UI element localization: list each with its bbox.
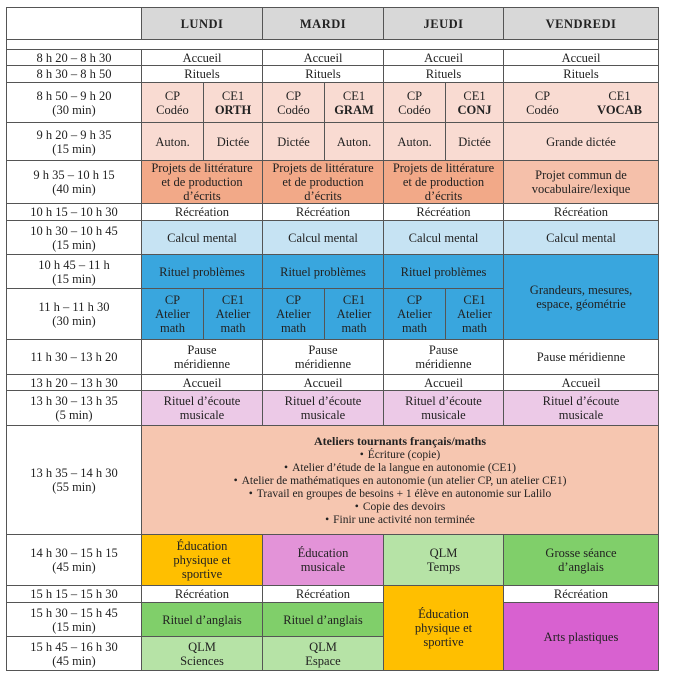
ce1-atelier-math-cell: CE1 Atelier math xyxy=(325,289,384,340)
rituel-ecoute-cell: Rituel d’écoute musicale xyxy=(263,391,384,426)
auton-cell: Auton. xyxy=(142,123,204,161)
time-label: 9 h 35 – 10 h 15 (40 min) xyxy=(7,161,142,204)
calcul-mental-cell: Calcul mental xyxy=(142,221,263,255)
time-label: 10 h 15 – 10 h 30 xyxy=(7,204,142,221)
rituels-cell: Rituels xyxy=(263,66,384,83)
accueil-cell: Accueil xyxy=(142,50,263,66)
accueil-cell: Accueil xyxy=(263,375,384,391)
accueil-cell: Accueil xyxy=(142,375,263,391)
calcul-mental-cell: Calcul mental xyxy=(263,221,384,255)
ce1-gram-cell: CE1 GRAM xyxy=(325,83,384,123)
time-label: 13 h 30 – 13 h 35 (5 min) xyxy=(7,391,142,426)
accueil-cell: Accueil xyxy=(384,375,504,391)
eps-cell: Éducation physique et sportive xyxy=(384,586,504,671)
pause-meridienne-cell: Pause méridienne xyxy=(263,340,384,375)
recreation-cell: Récréation xyxy=(263,586,384,603)
time-label: 15 h 15 – 15 h 30 xyxy=(7,586,142,603)
cp-atelier-math-cell: CP Atelier math xyxy=(263,289,325,340)
time-label: 10 h 30 – 10 h 45 (15 min) xyxy=(7,221,142,255)
ateliers-list-item: • Finir une activité non terminée xyxy=(143,514,657,527)
grande-dictee-cell: Grande dictée xyxy=(504,123,659,161)
ce1-vocab-block: CE1 VOCAB xyxy=(597,88,642,117)
ce1-atelier-math-cell: CE1 Atelier math xyxy=(204,289,263,340)
arts-plastiques-cell: Arts plastiques xyxy=(504,603,659,671)
ateliers-list xyxy=(143,449,657,527)
cp-codeo-block: CP Codéo xyxy=(526,88,559,117)
ce1-conj-cell: CE1 CONJ xyxy=(446,83,504,123)
rituel-problemes-cell: Rituel problèmes xyxy=(142,255,263,289)
anglais-cell: Grosse séance d’anglais xyxy=(504,535,659,586)
cp-atelier-math-cell: CP Atelier math xyxy=(384,289,446,340)
time-label: 11 h – 11 h 30 (30 min) xyxy=(7,289,142,340)
time-label: 15 h 45 – 16 h 30 (45 min) xyxy=(7,637,142,671)
day-header-vendredi: VENDREDI xyxy=(504,8,659,40)
ateliers-list-item: • Atelier de mathématiques en autonomie (un atelier CP, un atelier CE1) xyxy=(143,475,657,488)
accueil-cell: Accueil xyxy=(504,50,659,66)
cp-codeo-cell: CP Codéo xyxy=(384,83,446,123)
time-label: 8 h 30 – 8 h 50 xyxy=(7,66,142,83)
pause-meridienne-cell: Pause méridienne xyxy=(142,340,263,375)
rituel-anglais-cell: Rituel d’anglais xyxy=(263,603,384,637)
ateliers-title: Ateliers tournants français/maths xyxy=(314,433,486,448)
day-header-mardi: MARDI xyxy=(263,8,384,40)
projets-litterature-cell: Projets de littérature et de production d’écrits xyxy=(384,161,504,204)
spacer-row xyxy=(7,40,659,50)
qlm-espace-cell: QLM Espace xyxy=(263,637,384,671)
ateliers-list-item: • Écriture (copie) xyxy=(143,449,657,462)
cp-codeo-cell: CP Codéo xyxy=(142,83,204,123)
time-label: 14 h 30 – 15 h 15 (45 min) xyxy=(7,535,142,586)
accueil-cell: Accueil xyxy=(263,50,384,66)
time-label: 15 h 30 – 15 h 45 (15 min) xyxy=(7,603,142,637)
dictee-cell: Dictée xyxy=(263,123,325,161)
time-label: 13 h 20 – 13 h 30 xyxy=(7,375,142,391)
rituel-anglais-cell: Rituel d’anglais xyxy=(142,603,263,637)
pause-meridienne-cell: Pause méridienne xyxy=(504,340,659,375)
time-label: 13 h 35 – 14 h 30 (55 min) xyxy=(7,426,142,535)
recreation-cell: Récréation xyxy=(263,204,384,221)
vendredi-cp-ce1-cell xyxy=(504,83,659,123)
ateliers-list-item: • Atelier d’étude de la langue en autonomie (CE1) xyxy=(143,462,657,475)
time-label: 8 h 20 – 8 h 30 xyxy=(7,50,142,66)
qlm-sciences-cell: QLM Sciences xyxy=(142,637,263,671)
accueil-cell: Accueil xyxy=(504,375,659,391)
calcul-mental-cell: Calcul mental xyxy=(384,221,504,255)
education-musicale-cell: Éducation musicale xyxy=(263,535,384,586)
time-label: 8 h 50 – 9 h 20 (30 min) xyxy=(7,83,142,123)
time-label: 11 h 30 – 13 h 20 xyxy=(7,340,142,375)
auton-cell: Auton. xyxy=(325,123,384,161)
auton-cell: Auton. xyxy=(384,123,446,161)
dictee-cell: Dictée xyxy=(204,123,263,161)
eps-cell: Éducation physique et sportive xyxy=(142,535,263,586)
rituel-ecoute-cell: Rituel d’écoute musicale xyxy=(384,391,504,426)
recreation-cell: Récréation xyxy=(504,586,659,603)
ce1-atelier-math-cell: CE1 Atelier math xyxy=(446,289,504,340)
corner-cell xyxy=(7,8,142,40)
projets-litterature-cell: Projets de littérature et de production d’écrits xyxy=(142,161,263,204)
cp-atelier-math-cell: CP Atelier math xyxy=(142,289,204,340)
ateliers-list-item: • Copie des devoirs xyxy=(143,501,657,514)
day-header-jeudi: JEUDI xyxy=(384,8,504,40)
ce1-orth-cell: CE1 ORTH xyxy=(204,83,263,123)
timetable xyxy=(6,7,659,671)
rituel-problemes-cell: Rituel problèmes xyxy=(263,255,384,289)
rituel-ecoute-cell: Rituel d’écoute musicale xyxy=(142,391,263,426)
grandeurs-mesures-cell: Grandeurs, mesures, espace, géométrie xyxy=(504,255,659,340)
calcul-mental-cell: Calcul mental xyxy=(504,221,659,255)
ateliers-tournants-cell xyxy=(142,426,659,535)
recreation-cell: Récréation xyxy=(384,204,504,221)
time-label: 9 h 20 – 9 h 35 (15 min) xyxy=(7,123,142,161)
cp-codeo-cell: CP Codéo xyxy=(263,83,325,123)
rituel-ecoute-cell: Rituel d’écoute musicale xyxy=(504,391,659,426)
ateliers-list-item: • Travail en groupes de besoins + 1 élève en autonomie sur Lalilo xyxy=(143,488,657,501)
dictee-cell: Dictée xyxy=(446,123,504,161)
recreation-cell: Récréation xyxy=(504,204,659,221)
qlm-temps-cell: QLM Temps xyxy=(384,535,504,586)
rituels-cell: Rituels xyxy=(504,66,659,83)
recreation-cell: Récréation xyxy=(142,586,263,603)
rituels-cell: Rituels xyxy=(384,66,504,83)
day-header-lundi: LUNDI xyxy=(142,8,263,40)
recreation-cell: Récréation xyxy=(142,204,263,221)
rituel-problemes-cell: Rituel problèmes xyxy=(384,255,504,289)
projet-vocabulaire-cell: Projet commun de vocabulaire/lexique xyxy=(504,161,659,204)
projets-litterature-cell: Projets de littérature et de production d’écrits xyxy=(263,161,384,204)
rituels-cell: Rituels xyxy=(142,66,263,83)
accueil-cell: Accueil xyxy=(384,50,504,66)
time-label: 10 h 45 – 11 h (15 min) xyxy=(7,255,142,289)
pause-meridienne-cell: Pause méridienne xyxy=(384,340,504,375)
